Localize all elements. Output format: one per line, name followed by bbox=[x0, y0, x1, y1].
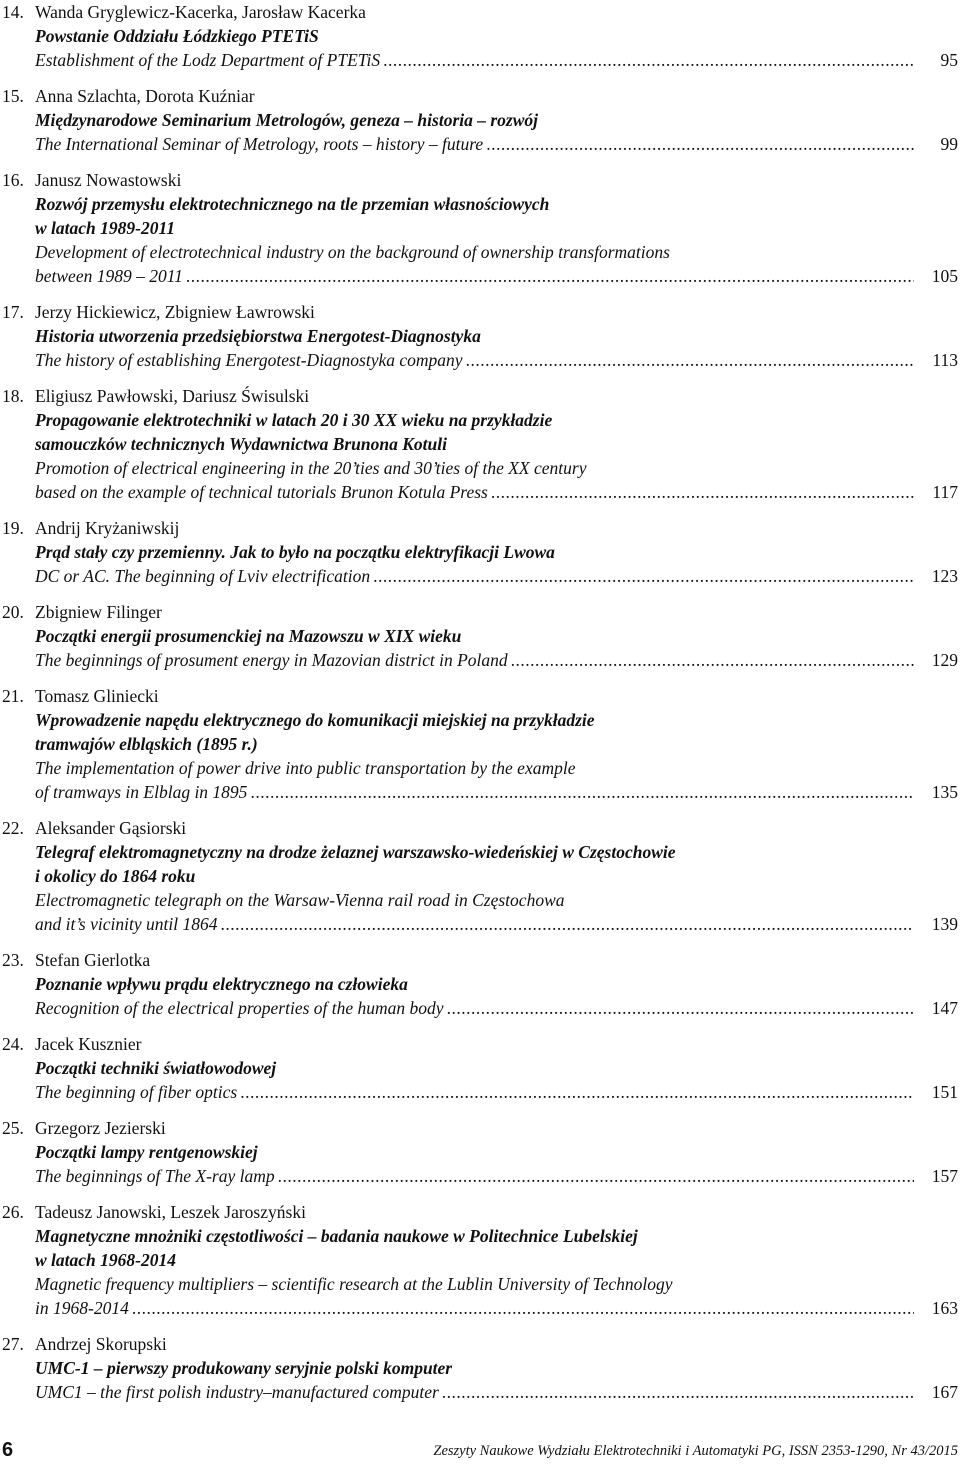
entry-title-polish: Wprowadzenie napędu elektrycznego do komunikacji miejskiej na przykładzie bbox=[35, 710, 595, 730]
entry-number: 20. bbox=[2, 602, 24, 622]
entry-title-english: and it’s vicinity until 1864 bbox=[35, 914, 218, 934]
dot-leader bbox=[132, 1296, 914, 1320]
entry-authors: Jacek Kusznier bbox=[35, 1034, 142, 1054]
entry-page-number: 135 bbox=[931, 782, 958, 802]
entry-title-english: Promotion of electrical engineering in the 20’ties and 30’ties of the XX century bbox=[35, 458, 587, 478]
entry-title-polish: Początki energii prosumenckiej na Mazowszu w XIX wieku bbox=[35, 626, 462, 646]
entry-authors: Andrij Kryżaniwskij bbox=[35, 518, 180, 538]
entry-title-polish: Prąd stały czy przemienny. Jak to było na początku elektryfikacji Lwowa bbox=[35, 542, 555, 562]
entry-title-english-last-line bbox=[35, 996, 960, 1020]
entry-body bbox=[35, 168, 960, 288]
entry-title-polish: Magnetyczne mnożniki częstotliwości – badania naukowe w Politechnice Lubelskiej bbox=[35, 1226, 638, 1246]
toc-entry bbox=[0, 816, 960, 936]
entry-authors: Zbigniew Filinger bbox=[35, 602, 162, 622]
entry-title-english-last-line bbox=[35, 348, 960, 372]
entry-body bbox=[35, 1332, 960, 1404]
entry-title-english: Establishment of the Lodz Department of PTETiS bbox=[35, 50, 381, 70]
entry-body bbox=[35, 1032, 960, 1104]
entry-number: 15. bbox=[2, 86, 24, 106]
entry-authors: Tomasz Gliniecki bbox=[35, 686, 159, 706]
entry-page-number: 151 bbox=[931, 1082, 958, 1102]
entry-number: 19. bbox=[2, 518, 24, 538]
entry-number: 22. bbox=[2, 818, 24, 838]
entry-page-number: 95 bbox=[940, 50, 958, 70]
entry-authors: Aleksander Gąsiorski bbox=[35, 818, 187, 838]
entry-title-polish: Rozwój przemysłu elektrotechnicznego na tle przemian własnościowych bbox=[35, 194, 550, 214]
entry-title-english: Development of electrotechnical industry on the background of ownership transformations bbox=[35, 242, 670, 262]
entry-authors: Grzegorz Jezierski bbox=[35, 1118, 166, 1138]
entry-title-english: The beginnings of The X-ray lamp bbox=[35, 1166, 275, 1186]
entry-title-english: UMC1 – the first polish industry–manufactured computer bbox=[35, 1382, 439, 1402]
entry-title-english: The implementation of power drive into public transportation by the example bbox=[35, 758, 576, 778]
entry-page-number: 129 bbox=[931, 650, 958, 670]
entry-authors: Jerzy Hickiewicz, Zbigniew Ławrowski bbox=[35, 302, 315, 322]
entry-body bbox=[35, 84, 960, 156]
entry-authors: Tadeusz Janowski, Leszek Jaroszyński bbox=[35, 1202, 306, 1222]
dot-leader bbox=[486, 132, 914, 156]
dot-leader bbox=[491, 480, 914, 504]
entry-title-english-last-line bbox=[35, 48, 960, 72]
entry-title-polish: w latach 1989-2011 bbox=[35, 218, 176, 238]
entry-page-number: 163 bbox=[931, 1298, 958, 1318]
entry-title-english: of tramways in Elblag in 1895 bbox=[35, 782, 248, 802]
entry-title-english-last-line bbox=[35, 648, 960, 672]
entry-authors: Stefan Gierlotka bbox=[35, 950, 151, 970]
entry-title-english-last-line bbox=[35, 132, 960, 156]
toc-entry bbox=[0, 1332, 960, 1404]
entry-title-polish: UMC-1 – pierwszy produkowany seryjnie polski komputer bbox=[35, 1358, 453, 1378]
entry-body bbox=[35, 948, 960, 1020]
entry-title-polish: Początki techniki światłowodowej bbox=[35, 1058, 277, 1078]
entry-body bbox=[35, 300, 960, 372]
dot-leader bbox=[240, 1080, 914, 1104]
entry-body bbox=[35, 684, 960, 804]
entry-title-english-last-line bbox=[35, 1380, 960, 1404]
toc-entry bbox=[0, 1200, 960, 1320]
toc-entry bbox=[0, 600, 960, 672]
entry-title-english: The beginning of fiber optics bbox=[35, 1082, 238, 1102]
entry-title-polish: Poznanie wpływu prądu elektrycznego na człowieka bbox=[35, 974, 408, 994]
entry-title-english: Recognition of the electrical properties of the human body bbox=[35, 998, 444, 1018]
dot-leader bbox=[466, 348, 914, 372]
dot-leader bbox=[447, 996, 914, 1020]
toc-entry bbox=[0, 1032, 960, 1104]
entry-body bbox=[35, 1116, 960, 1188]
entry-body bbox=[35, 600, 960, 672]
entry-title-english: Electromagnetic telegraph on the Warsaw-Vienna rail road in Częstochowa bbox=[35, 890, 565, 910]
page-footer bbox=[0, 1436, 960, 1464]
entry-page-number: 105 bbox=[931, 266, 958, 286]
dot-leader bbox=[383, 48, 914, 72]
entry-title-polish: tramwajów elbląskich (1895 r.) bbox=[35, 734, 258, 754]
entry-title-english: The beginnings of prosument energy in Mazovian district in Poland bbox=[35, 650, 508, 670]
entry-page-number: 117 bbox=[932, 482, 958, 502]
entry-body bbox=[35, 0, 960, 72]
entry-title-english: Magnetic frequency multipliers – scientific research at the Lublin University of Technology bbox=[35, 1274, 673, 1294]
dot-leader bbox=[186, 264, 914, 288]
footer-journal-title: Zeszyty Naukowe Wydziału Elektrotechniki i Automatyki PG, ISSN 2353-1290, Nr 43/2015 bbox=[433, 1443, 958, 1459]
entry-page-number: 157 bbox=[931, 1166, 958, 1186]
toc-entry bbox=[0, 516, 960, 588]
toc-entry bbox=[0, 684, 960, 804]
entry-body bbox=[35, 1200, 960, 1320]
toc-entry bbox=[0, 168, 960, 288]
entry-title-english: The International Seminar of Metrology, roots – history – future bbox=[35, 134, 484, 154]
entry-title-polish: Powstanie Oddziału Łódzkiego PTETiS bbox=[35, 26, 319, 46]
entry-title-english-last-line bbox=[35, 912, 960, 936]
dot-leader bbox=[511, 648, 914, 672]
entry-title-english-last-line bbox=[35, 480, 960, 504]
entry-page-number: 139 bbox=[931, 914, 958, 934]
entry-title-english: The history of establishing Energotest-Diagnostyka company bbox=[35, 350, 463, 370]
entry-page-number: 99 bbox=[940, 134, 958, 154]
entry-body bbox=[35, 516, 960, 588]
entry-number: 27. bbox=[2, 1334, 24, 1354]
entry-title-polish: Międzynarodowe Seminarium Metrologów, geneza – historia – rozwój bbox=[35, 110, 539, 130]
entry-number: 21. bbox=[2, 686, 24, 706]
entry-title-english-last-line bbox=[35, 264, 960, 288]
dot-leader bbox=[373, 564, 914, 588]
toc-entry bbox=[0, 948, 960, 1020]
entry-authors: Eligiusz Pawłowski, Dariusz Świsulski bbox=[35, 386, 310, 406]
entry-title-english-last-line bbox=[35, 1164, 960, 1188]
entry-title-english: based on the example of technical tutorials Brunon Kotula Press bbox=[35, 482, 488, 502]
entry-title-polish: w latach 1968-2014 bbox=[35, 1250, 176, 1270]
entry-page-number: 167 bbox=[931, 1382, 958, 1402]
dot-leader bbox=[250, 780, 914, 804]
entry-number: 18. bbox=[2, 386, 24, 406]
entry-page-number: 113 bbox=[932, 350, 958, 370]
entry-number: 26. bbox=[2, 1202, 24, 1222]
entry-number: 23. bbox=[2, 950, 24, 970]
entry-title-english: DC or AC. The beginning of Lviv electrification bbox=[35, 566, 371, 586]
entry-title-english-last-line bbox=[35, 780, 960, 804]
entry-title-english: between 1989 – 2011 bbox=[35, 266, 183, 286]
entry-number: 17. bbox=[2, 302, 24, 322]
entry-number: 24. bbox=[2, 1034, 24, 1054]
footer-page-number: 6 bbox=[2, 1439, 14, 1461]
entry-authors: Janusz Nowastowski bbox=[35, 170, 182, 190]
dot-leader bbox=[220, 912, 914, 936]
entry-title-english: in 1968-2014 bbox=[35, 1298, 129, 1318]
dot-leader bbox=[442, 1380, 914, 1404]
toc-entry bbox=[0, 300, 960, 372]
entry-authors: Anna Szlachta, Dorota Kuźniar bbox=[35, 86, 255, 106]
toc-entry bbox=[0, 0, 960, 72]
dot-leader bbox=[278, 1164, 914, 1188]
entry-page-number: 147 bbox=[931, 998, 958, 1018]
toc-entry bbox=[0, 384, 960, 504]
entry-title-polish: Początki lampy rentgenowskiej bbox=[35, 1142, 258, 1162]
entry-title-english-last-line bbox=[35, 1296, 960, 1320]
entry-page-number: 123 bbox=[931, 566, 958, 586]
entry-authors: Wanda Gryglewicz-Kacerka, Jarosław Kacerka bbox=[35, 2, 366, 22]
entry-body bbox=[35, 816, 960, 936]
entry-body bbox=[35, 384, 960, 504]
entry-title-polish: Telegraf elektromagnetyczny na drodze żelaznej warszawsko-wiedeńskiej w Częstochowie bbox=[35, 842, 676, 862]
entry-title-english-last-line bbox=[35, 1080, 960, 1104]
entry-authors: Andrzej Skorupski bbox=[35, 1334, 167, 1354]
entry-number: 14. bbox=[2, 2, 24, 22]
entry-title-polish: Historia utworzenia przedsiębiorstwa Energotest-Diagnostyka bbox=[35, 326, 481, 346]
toc-entry bbox=[0, 1116, 960, 1188]
toc-entry bbox=[0, 84, 960, 156]
entry-title-polish: i okolicy do 1864 roku bbox=[35, 866, 196, 886]
entry-number: 25. bbox=[2, 1118, 24, 1138]
entry-title-english-last-line bbox=[35, 564, 960, 588]
entry-title-polish: Propagowanie elektrotechniki w latach 20 i 30 XX wieku na przykładzie bbox=[35, 410, 553, 430]
entry-number: 16. bbox=[2, 170, 24, 190]
entry-title-polish: samouczków technicznych Wydawnictwa Brunona Kotuli bbox=[35, 434, 447, 454]
